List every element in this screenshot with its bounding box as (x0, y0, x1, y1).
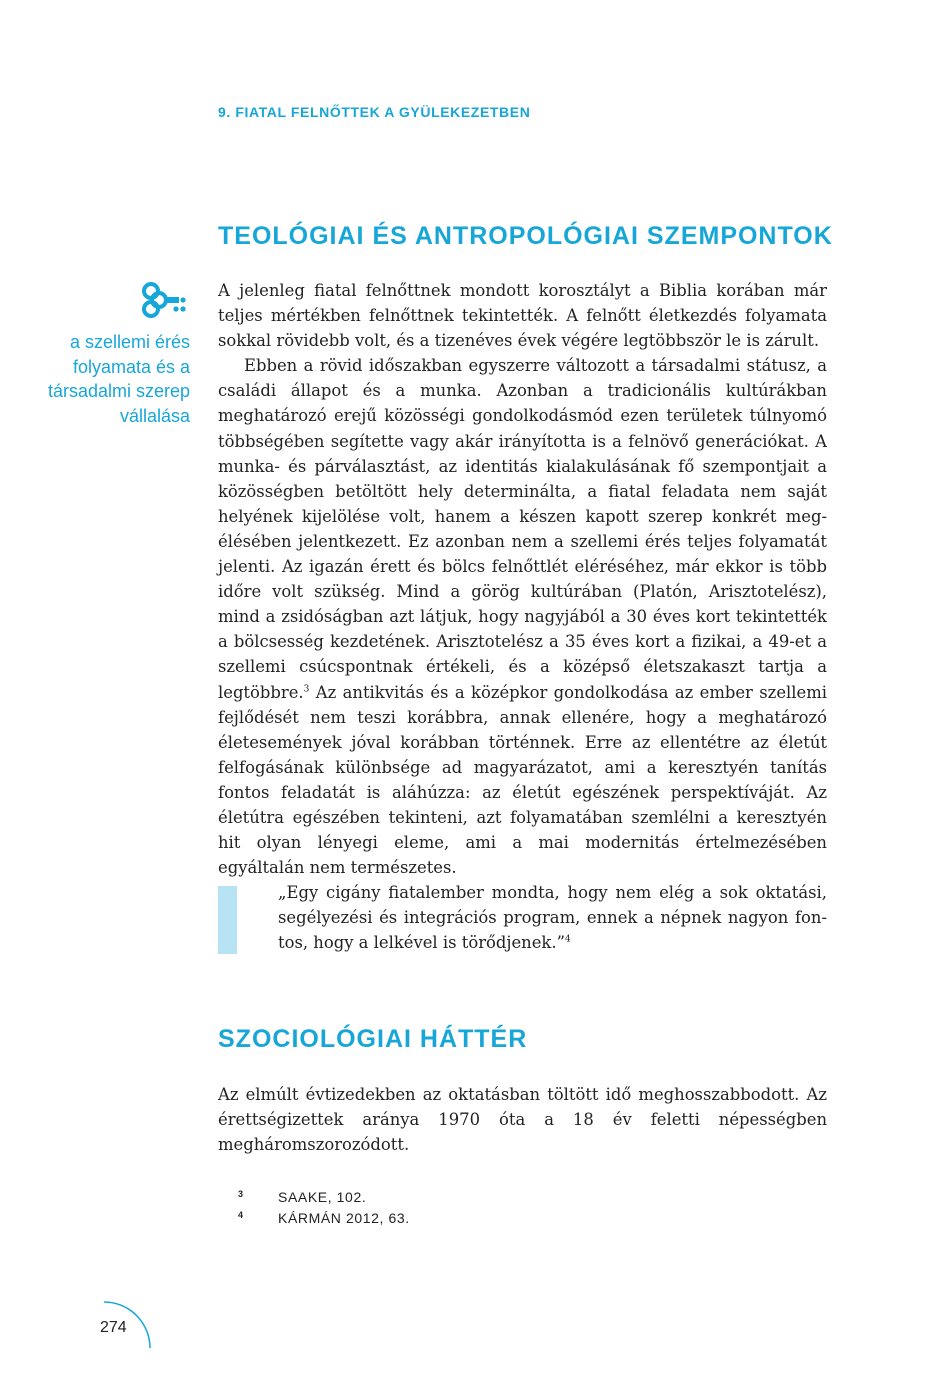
section-title-sociology: SZOCIOLÓGIAI HÁTTÉR (218, 1025, 528, 1053)
paragraph-text: Ebben a rövid időszakban egyszerre változott a társadalmi státusz, a családi állapot és a munka. Azonban a tradicionális kultúrákban meghatározó erejű közösségi gondolkodásmód ezen területek túlnyomó többségében segítette vagy akár irányította is a felnövő generációkat. A munka- és párválasztást, az identitás kialakulásának fő szempontjait a közösségben betöltött hely determinálta, a fiatal feladata nem saját helyének kijelölése volt, hanem a készen kapott szerep konkrét megélésében jelentkezett. Ez azonban nem a szellemi érés teljes folyamatát jelenti. Az igazán érett és bölcs felnőttlét eléréséhez, már ekkor is több időre volt szükség. Mind a görög kultúrában (Platón, Arisztotelész), mind a zsidóságban azt látjuk, hogy nagyjából a 30 éves kort tekintették a bölcsesség kezdetének. Arisztotelész a 35 éves kort a fizikai, a 49-et a szellemi csúcspontnak értékeli, és a középső életszakaszt tartja a legtöbbre. (218, 356, 827, 702)
paragraph: A jelenleg fiatal felnőttnek mondott korosztályt a Biblia korában már teljes mértékben felnőttnek tekintették. A felnőtt életkezdés folyamata sokkal rövidebb volt, és a tizenéves évek végére legtöbbször le is zárult. (218, 281, 827, 351)
paragraph-text: Az antikvitás és a középkor gondolkodása az ember szellemi fejlődését nem teszi korábbra, annak ellenére, hogy a meghatározó életesemények jóval korábban történnek. Erre az ellentétre az életút felfogásának különbsége ad magyarázatot, ami a keresztyén tanítás fontos feladatát is aláhúzza: az életút egészének perspektíváját. Az életútra egészében tekinteni, azt folyamatában szemlélni a keresztyén hit olyan lényegi eleme, ami a mai modernitás értelmezésében egyáltalán nem természetes. (218, 682, 827, 878)
page-number: 274 (100, 1319, 127, 1336)
paragraph (218, 353, 827, 880)
paragraph: Az elmúlt évtizedekben az oktatásban töltött idő meghosszabbodott. Az érettségizettek aránya 1970 óta a 18 év feletti népességben megháromszorozódott. (218, 1085, 827, 1155)
body-text-section1 (218, 278, 827, 880)
quote-bar (218, 886, 237, 954)
sidenote-text: a szellemi érés folyamata és a társadalmi szerep vállalása (47, 332, 190, 426)
key-icon (138, 282, 190, 320)
sidenote (20, 282, 190, 428)
footnote-number: 3 (238, 1189, 244, 1199)
running-header: 9. FIATAL FELNŐTTEK A GYÜLEKEZETBEN (218, 104, 531, 120)
footnote-number: 4 (238, 1210, 244, 1220)
footnotes (238, 1187, 410, 1229)
footnote-ref: 3 (303, 684, 310, 695)
body-text-section2 (218, 1082, 827, 1155)
footnote (238, 1187, 410, 1208)
footnote-text: KÁRMÁN 2012, 63. (278, 1210, 410, 1226)
section-title-theology: TEOLÓGIAI ÉS ANTROPOLÓGIAI SZEMPONTOK (218, 222, 833, 250)
footnote-text: SAAKE, 102. (278, 1189, 367, 1205)
block-quote (278, 880, 827, 955)
quote-text: „Egy cigány fiatalember mondta, hogy nem elég a sok oktatási, segélyezési és integrációs program, ennek a népnek nagyon fontos, hogy a lelkével is törődjenek.” (278, 883, 827, 953)
footnote (238, 1208, 410, 1229)
footnote-ref: 4 (564, 934, 571, 945)
